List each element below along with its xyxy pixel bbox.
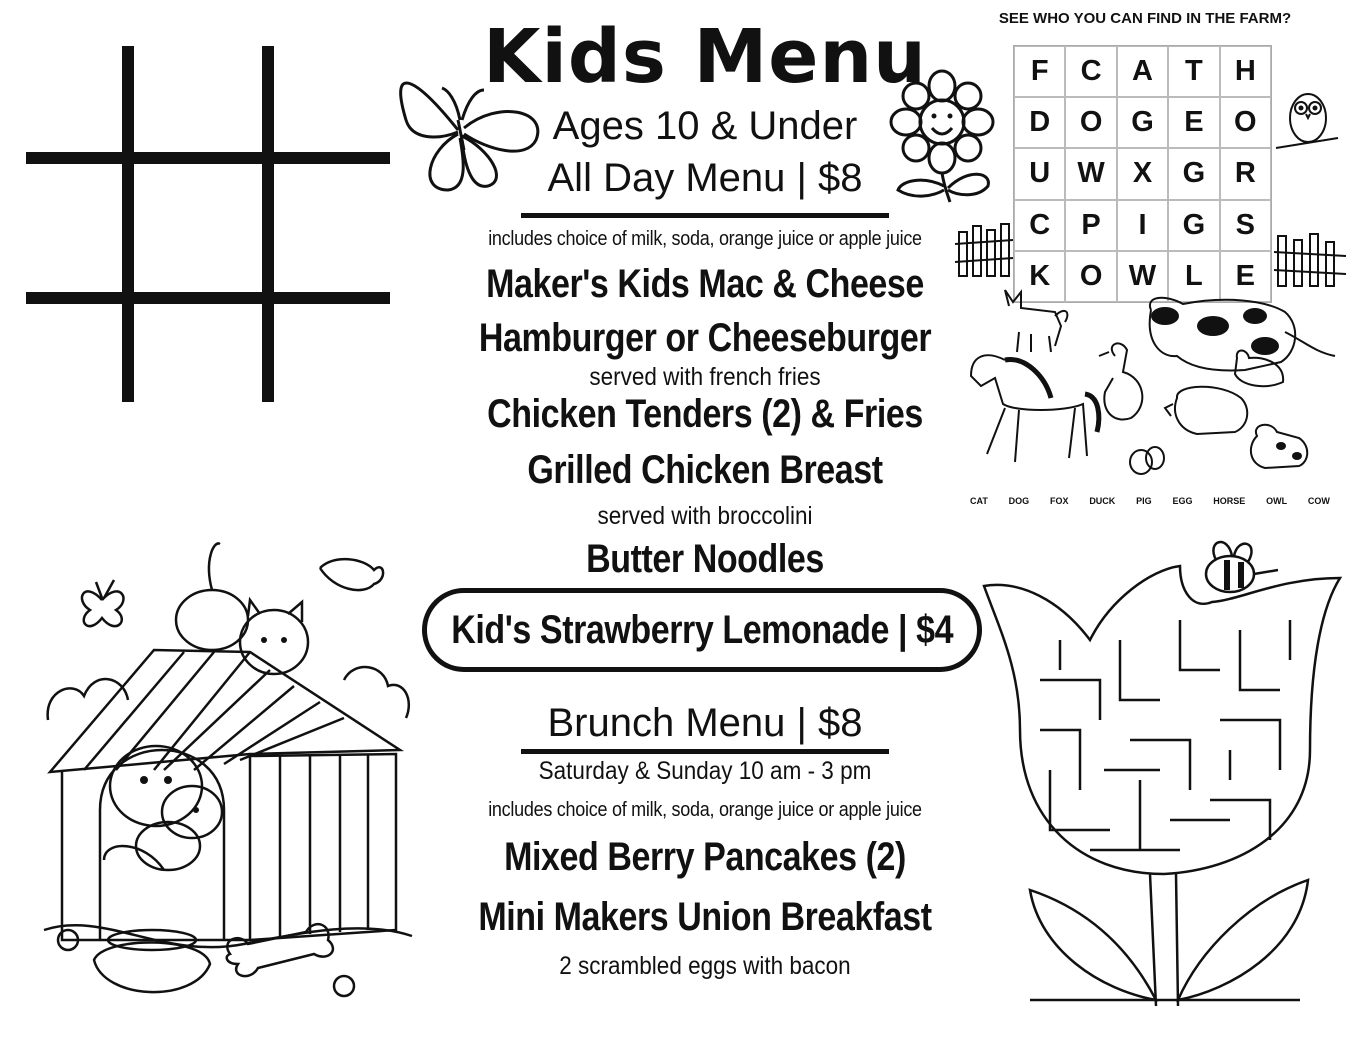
word-search-word: EGG (1172, 496, 1193, 506)
farm-animals-illustration (965, 286, 1345, 486)
word-search-cell: G (1117, 97, 1168, 148)
word-search-word: PIG (1136, 496, 1152, 506)
lemonade-label: Kid's Strawberry Lemonade | $4 (451, 607, 953, 652)
menu-item-grilled-chicken: Grilled Chicken Breast (527, 448, 883, 492)
ages-subtitle: Ages 10 & Under (552, 104, 858, 148)
word-search-word: HORSE (1213, 496, 1246, 506)
word-search-cell: E (1220, 251, 1271, 302)
menu-item-chicken-tenders: Chicken Tenders (2) & Fries (487, 392, 923, 436)
word-search-cell: O (1065, 97, 1116, 148)
word-search-word: FOX (1049, 496, 1069, 506)
word-search-word: CAT (970, 496, 988, 506)
word-search-cell: K (1014, 251, 1065, 302)
word-search-cell: T (1168, 46, 1219, 97)
word-search-cell: C (1065, 46, 1116, 97)
word-search-cell: O (1065, 251, 1116, 302)
word-search-word: DUCK (1089, 496, 1116, 506)
menu-item-grilled-chicken-note: served with broccolini (597, 502, 813, 530)
fence-right-icon (1274, 228, 1350, 290)
word-search-cell: W (1065, 148, 1116, 199)
word-search-cell: F (1014, 46, 1065, 97)
brunch-drinks-note: includes choice of milk, soda, orange juice or apple juice (488, 799, 922, 821)
word-search-cell: A (1117, 46, 1168, 97)
fence-left-icon (955, 218, 1015, 280)
tulip-maze-illustration (980, 530, 1350, 1020)
word-search-word: COW (1307, 496, 1330, 506)
word-search-cell: X (1117, 148, 1168, 199)
word-search-title: SEE WHO YOU CAN FIND IN THE FARM? (998, 10, 1292, 27)
word-search-cell: G (1168, 148, 1219, 199)
menu-item-pancakes: Mixed Berry Pancakes (2) (504, 835, 906, 879)
lemonade-callout (422, 588, 982, 672)
all-day-drinks-note: includes choice of milk, soda, orange juice or apple juice (488, 228, 922, 250)
word-search-word: OWL (1266, 496, 1288, 506)
word-search-cell: S (1220, 200, 1271, 251)
menu-item-breakfast-note: 2 scrambled eggs with bacon (559, 952, 851, 980)
word-search-cell: L (1168, 251, 1219, 302)
menu-item-butter-noodles: Butter Noodles (586, 537, 824, 581)
menu-item-mac-cheese: Maker's Kids Mac & Cheese (486, 262, 924, 306)
word-search-word: DOG (1008, 496, 1030, 506)
menu-item-burger: Hamburger or Cheeseburger (478, 316, 932, 360)
word-search-cell: D (1014, 97, 1065, 148)
menu-item-breakfast: Mini Makers Union Breakfast (478, 895, 932, 939)
brunch-menu-price: Brunch Menu | $8 (547, 701, 863, 745)
all-day-menu-price: All Day Menu | $8 (547, 156, 863, 200)
word-search-cell: U (1014, 148, 1065, 199)
word-search-word-list (970, 496, 1330, 506)
word-search-cell: G (1168, 200, 1219, 251)
menu-item-burger-note: served with french fries (589, 363, 821, 391)
word-search-cell: C (1014, 200, 1065, 251)
word-search-cell: I (1117, 200, 1168, 251)
word-search-cell: E (1168, 97, 1219, 148)
brunch-divider (521, 749, 889, 754)
word-search-cell: P (1065, 200, 1116, 251)
all-day-divider (521, 213, 889, 218)
word-search-cell: O (1220, 97, 1271, 148)
word-search-cell: R (1220, 148, 1271, 199)
word-search-grid (1013, 45, 1272, 303)
doghouse-coloring-illustration (44, 540, 414, 1005)
menu-title: Kids Menu (483, 14, 927, 100)
tic-tac-toe-grid-icon (26, 46, 390, 402)
owl-icon (1272, 86, 1342, 156)
brunch-hours: Saturday & Sunday 10 am - 3 pm (538, 757, 872, 785)
word-search-cell: W (1117, 251, 1168, 302)
word-search-cell: H (1220, 46, 1271, 97)
